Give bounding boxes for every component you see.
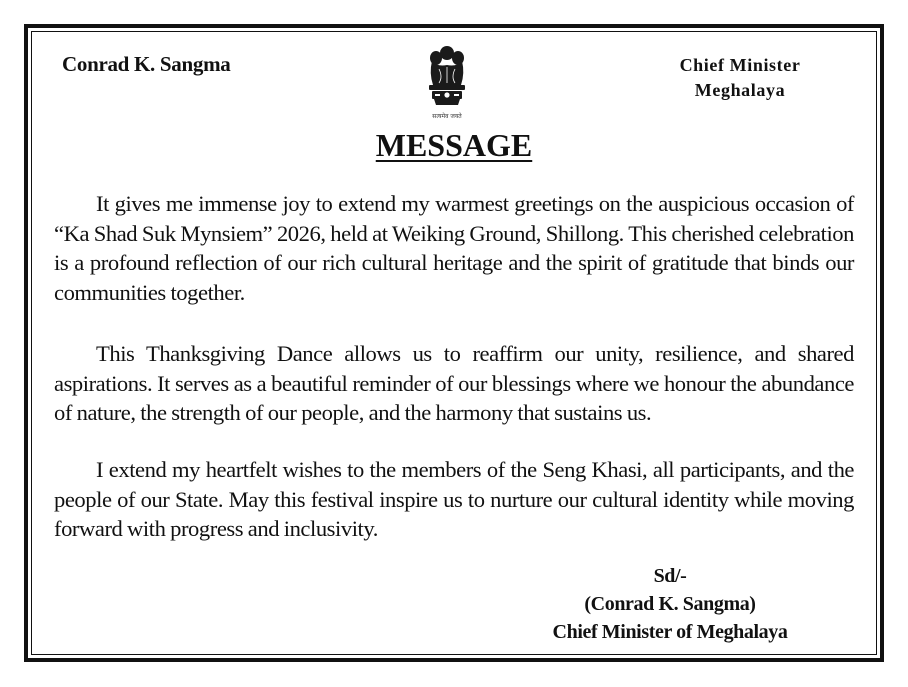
office-title: Chief Minister	[679, 55, 801, 75]
message-title: MESSAGE	[375, 127, 533, 163]
message-paragraph-2: This Thanksgiving Dance allows us to reaffirm our unity, resilience, and shared aspirations. It serves as a beautiful reminder of our blessings where we honour the abundance of nature, the strength of our people, and the harmony that sustains us.	[54, 341, 854, 425]
signature-designation: Chief Minister of Meghalaya	[552, 621, 788, 643]
office-state: Meghalaya	[694, 80, 786, 100]
sender-name: Conrad K. Sangma	[62, 52, 231, 76]
sender-office	[640, 53, 840, 103]
signature-name: (Conrad K. Sangma)	[584, 593, 756, 615]
signature-sd: Sd/-	[653, 565, 687, 587]
message-paragraph-3: I extend my heartfelt wishes to the members of the Seng Khasi, all participants, and the people of our State. May this festival inspire us to nurture our cultural identity while moving forward with progress and inclusivity.	[54, 457, 854, 541]
message-paragraph-1: It gives me immense joy to extend my warmest greetings on the auspicious occasion of “Ka Shad Suk Mynsiem” 2026, held at Weiking Ground, Shillong. This cherished celebration is a profound reflection of our rich cultural heritage and the spirit of gratitude that binds our communities together.	[54, 191, 854, 305]
state-emblem-icon	[423, 43, 471, 123]
emblem-motto: सत्यमेव जयते	[432, 113, 462, 120]
